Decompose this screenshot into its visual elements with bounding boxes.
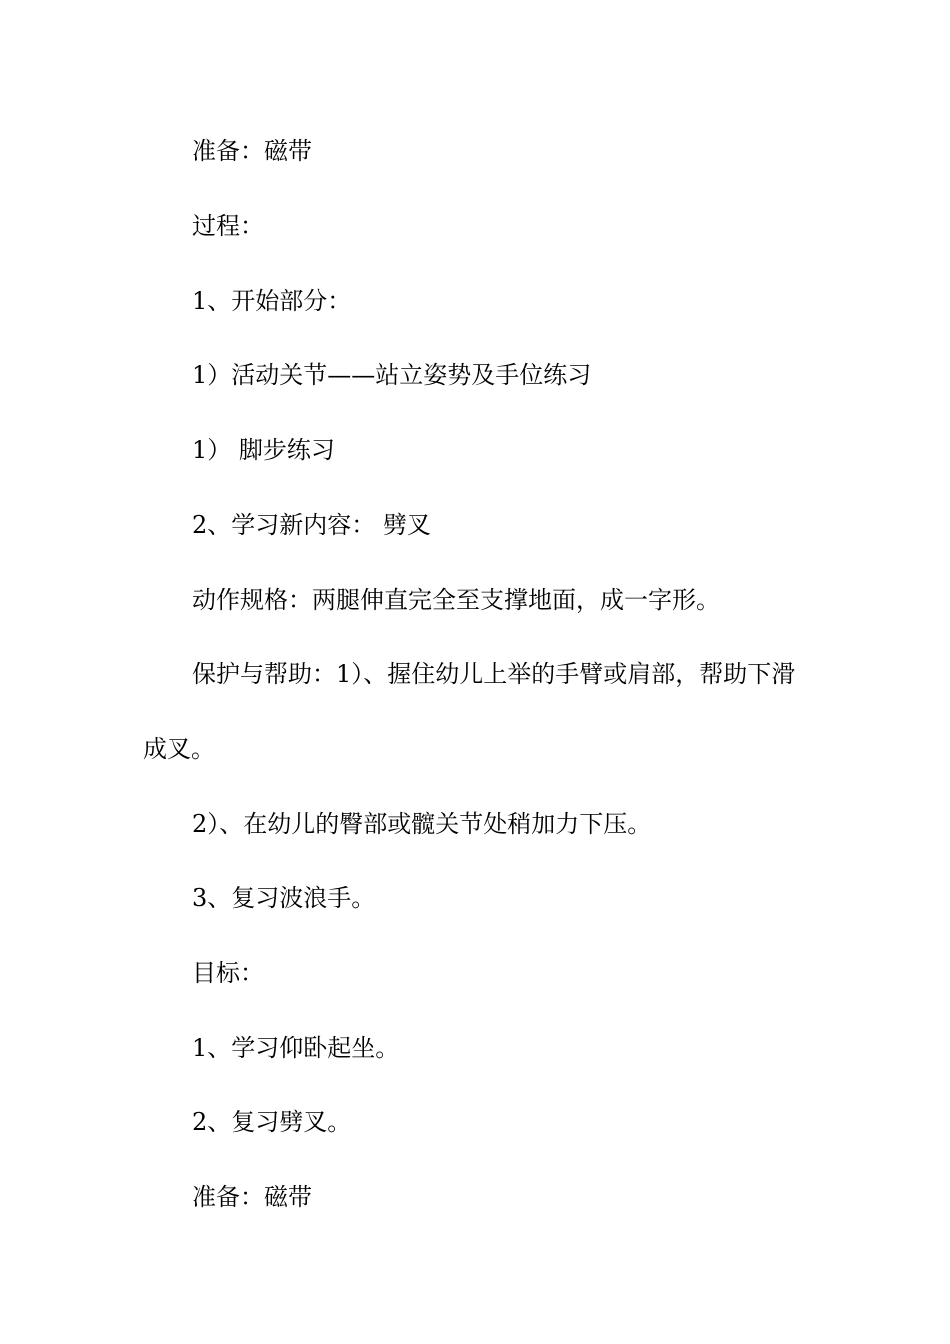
prep-line-2: 准备：磁带: [192, 1183, 312, 1211]
step-1-item-2: 1） 脚步练习: [192, 436, 335, 464]
step-2-heading: 2、学习新内容： 劈叉: [192, 511, 431, 539]
prep-line: 准备：磁带: [192, 137, 312, 165]
step-1-item-1: 1）活动关节——站立姿势及手位练习: [192, 361, 592, 389]
movement-spec: 动作规格：两腿伸直完全至支撑地面，成一字形。: [192, 586, 720, 614]
step-1-heading: 1、开始部分：: [192, 287, 352, 315]
goal-2: 2、复习劈叉。: [192, 1108, 352, 1136]
goal-1: 1、学习仰卧起坐。: [192, 1034, 400, 1062]
protection-line-2: 2）、在幼儿的臀部或髋关节处稍加力下压。: [192, 810, 652, 838]
protection-line-continuation: 成叉。: [143, 735, 215, 763]
process-heading: 过程：: [192, 212, 264, 240]
goals-heading: 目标：: [192, 959, 264, 987]
protection-line-1: 保护与帮助：1）、握住幼儿上举的手臂或肩部，帮助下滑: [192, 660, 796, 688]
step-3-heading: 3、复习波浪手。: [192, 884, 376, 912]
